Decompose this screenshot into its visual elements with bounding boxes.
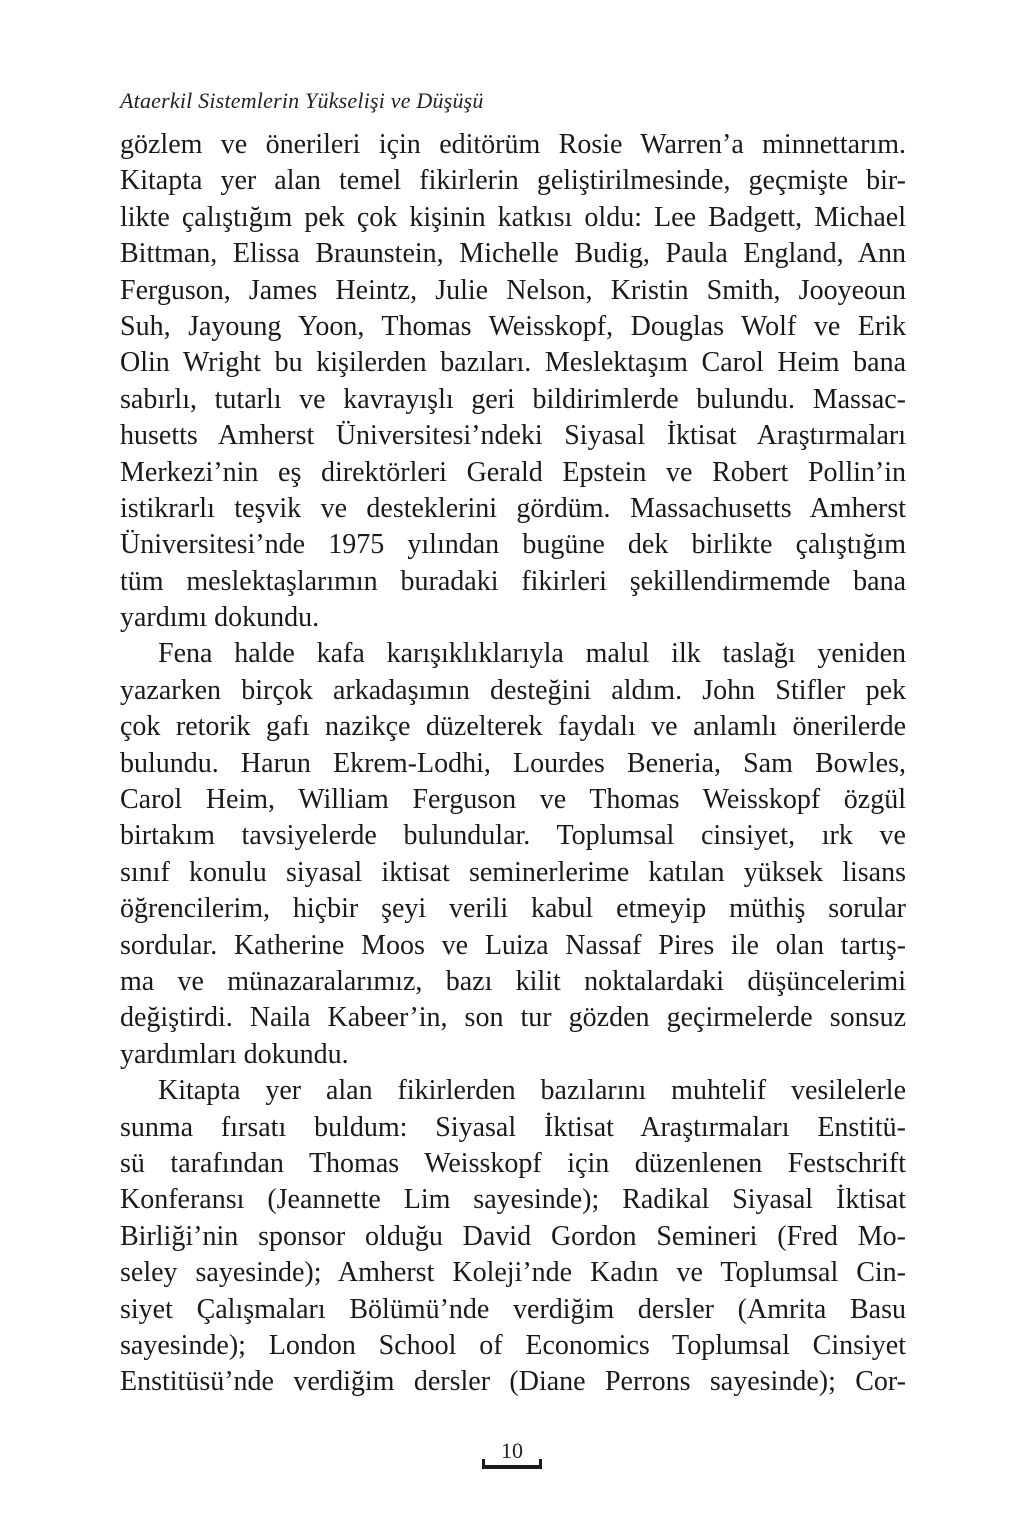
text-line: sayesinde); London School of Economics Toplumsal Cinsiyet xyxy=(120,1329,906,1361)
page-number-rule xyxy=(482,1465,542,1469)
text-line: likte çalıştığım pek çok kişinin katkısı oldu: Lee Badgett, Michael xyxy=(120,201,906,233)
text-line: sabırlı, tutarlı ve kavrayışlı geri bildirimlerde bulundu. Massac- xyxy=(120,383,906,415)
text-line: yazarken birçok arkadaşımın desteğini aldım. John Stifler pek xyxy=(120,674,906,706)
paragraph xyxy=(120,1073,906,1401)
text-line: Suh, Jayoung Yoon, Thomas Weisskopf, Douglas Wolf ve Erik xyxy=(120,310,906,342)
text-line: sınıf konulu siyasal iktisat seminerlerime katılan yüksek lisans xyxy=(120,856,906,888)
text-line: Bittman, Elissa Braunstein, Michelle Budig, Paula England, Ann xyxy=(120,238,906,270)
page-footer xyxy=(0,1438,1024,1466)
paragraph xyxy=(120,127,906,636)
text-line: Birliği’nin sponsor olduğu David Gordon Semineri (Fred Mo- xyxy=(120,1220,906,1252)
text-line: sü tarafından Thomas Weisskopf için düzenlenen Festschrift xyxy=(120,1147,906,1179)
text-line: Kitapta yer alan temel fikirlerin geliştirilmesinde, geçmişte bir- xyxy=(120,165,906,197)
text-line: seley sayesinde); Amherst Koleji’nde Kadın ve Toplumsal Cin- xyxy=(120,1257,906,1289)
text-line: Ferguson, James Heintz, Julie Nelson, Kristin Smith, Jooyeoun xyxy=(120,274,906,306)
text-line: istikrarlı teşvik ve desteklerini gördüm. Massachusetts Amherst xyxy=(120,492,906,524)
text-line: Kitapta yer alan fikirlerden bazılarını muhtelif vesilelerle xyxy=(158,1075,906,1107)
text-line: birtakım tavsiyelerde bulundular. Toplumsal cinsiyet, ırk ve xyxy=(120,820,906,852)
text-line: ma ve münazaralarımız, bazı kilit noktalardaki düşüncelerimi xyxy=(120,965,906,997)
text-line: gözlem ve önerileri için editörüm Rosie Warren’a minnettarım. xyxy=(120,129,906,160)
text-line: Carol Heim, William Ferguson ve Thomas Weisskopf özgül xyxy=(120,784,906,816)
text-line: Üniversitesi’nde 1975 yılından bugüne dek birlikte çalıştığım xyxy=(120,529,906,561)
text-line: tüm meslektaşlarımın buradaki fikirleri şekillendirmemde bana xyxy=(120,565,906,597)
text-line: Merkezi’nin eş direktörleri Gerald Epstein ve Robert Pollin’in xyxy=(120,456,906,488)
text-line: sordular. Katherine Moos ve Luiza Nassaf Pires ile olan tartış- xyxy=(120,929,906,961)
text-line: Olin Wright bu kişilerden bazıları. Meslektaşım Carol Heim bana xyxy=(120,347,906,379)
text-line: sunma fırsatı buldum: Siyasal İktisat Araştırmaları Enstitü- xyxy=(120,1111,906,1143)
text-line: çok retorik gafı nazikçe düzelterek faydalı ve anlamlı önerilerde xyxy=(120,711,906,743)
text-line: değiştirdi. Naila Kabeer’in, son tur gözden geçirmelerde sonsuz xyxy=(120,1002,906,1034)
page-number: 10 xyxy=(501,1438,523,1463)
text-line: bulundu. Harun Ekrem-Lodhi, Lourdes Beneria, Sam Bowles, xyxy=(120,747,906,779)
text-line: Enstitüsü’nde verdiğim dersler (Diane Perrons sayesinde); Cor- xyxy=(120,1366,906,1398)
paragraph xyxy=(120,636,906,1073)
text-line: Fena halde kafa karışıklıklarıyla malul ilk taslağı yeniden xyxy=(158,638,906,670)
body-text xyxy=(120,127,906,1401)
text-line: Konferansı (Jeannette Lim sayesinde); Radikal Siyasal İktisat xyxy=(120,1184,906,1216)
text-line: yardımları dokundu. xyxy=(120,1038,349,1070)
text-line: öğrencilerim, hiçbir şeyi verili kabul etmeyip müthiş sorular xyxy=(120,893,906,925)
text-line: yardımı dokundu. xyxy=(120,602,320,634)
running-header: Ataerkil Sistemlerin Yükselişi ve Düşüşü xyxy=(120,88,484,113)
text-line: siyet Çalışmaları Bölümü’nde verdiğim dersler (Amrita Basu xyxy=(120,1293,906,1325)
text-line: husetts Amherst Üniversitesi’ndeki Siyasal İktisat Araştırmaları xyxy=(120,420,906,452)
